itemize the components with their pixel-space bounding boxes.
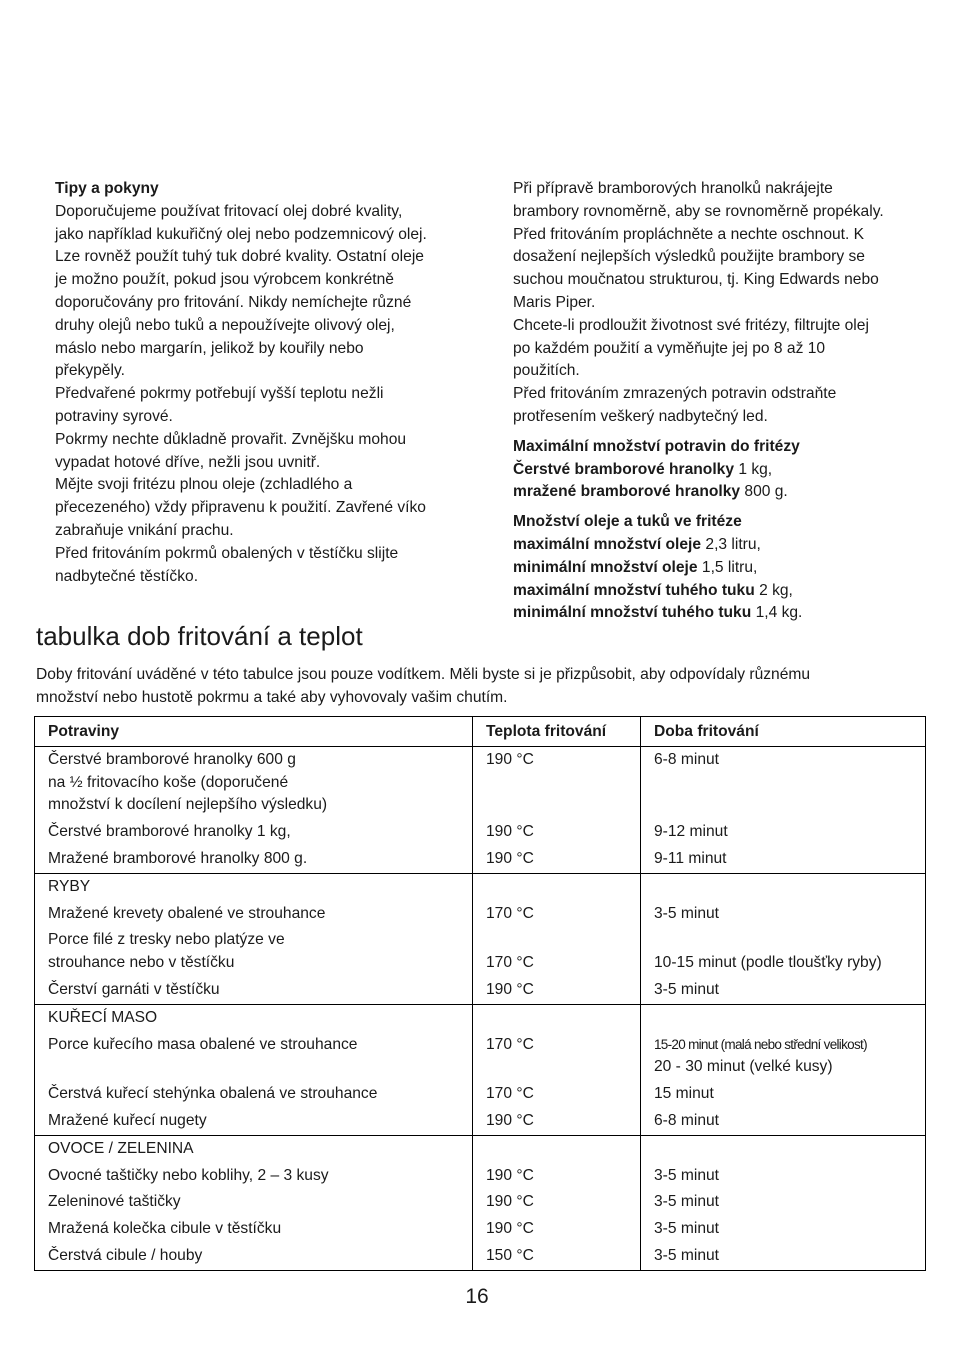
cell-line: 190 °C xyxy=(486,980,534,998)
spec-label: maximální množství tuhého tuku xyxy=(513,581,755,599)
cell-food xyxy=(35,1004,473,1031)
cell-line: RYBY xyxy=(48,877,91,895)
cell-time xyxy=(641,1163,926,1190)
header-temperature: Teplota fritování xyxy=(473,717,641,747)
table-row xyxy=(35,819,926,846)
spec-value: 800 g. xyxy=(740,483,788,501)
cell-line xyxy=(654,929,925,952)
cell-time xyxy=(641,1108,926,1135)
table-row xyxy=(35,901,926,928)
table-row xyxy=(35,977,926,1004)
cell-temperature xyxy=(473,746,641,819)
spec-label: minimální množství tuhého tuku xyxy=(513,604,752,622)
max-food-heading: Maximální množství potravin do fritézy xyxy=(513,437,800,455)
cell-line: 15-20 minut (malá nebo střední velikost) xyxy=(654,1036,867,1052)
frying-times-table xyxy=(34,716,926,1271)
cell-line: 9-12 minut xyxy=(654,823,728,841)
oil-amount-block xyxy=(513,511,933,625)
cell-time xyxy=(641,1004,926,1031)
tips-text-line: Mějte svoji fritézu plnou oleje (zchladlého a xyxy=(55,476,353,494)
cell-time xyxy=(641,1081,926,1108)
spec-value: 1,4 kg. xyxy=(751,604,803,622)
spec-line xyxy=(513,459,933,482)
table-row xyxy=(35,846,926,873)
cell-line: 6-8 minut xyxy=(654,750,720,768)
tips-text-line: Doporučujeme používat fritovací olej dobré kvality, xyxy=(55,202,403,220)
tips-text-line: Pokrmy nechte důkladně provařit. Zvnějšku mohou xyxy=(55,430,407,448)
cell-line: 3-5 minut xyxy=(654,1166,720,1184)
cell-line: 3-5 minut xyxy=(654,1220,720,1238)
table-row xyxy=(35,1004,926,1031)
cell-line: Zeleninové taštičky xyxy=(48,1193,181,1211)
cell-time xyxy=(641,927,926,977)
spec-line xyxy=(513,557,933,580)
cell-line: KUŘECÍ MASO xyxy=(48,1008,158,1026)
spec-value: 2,3 litru, xyxy=(701,535,761,553)
cell-line: Porce filé z tresky nebo platýze ve xyxy=(48,931,285,949)
cell-line: 3-5 minut xyxy=(654,1193,720,1211)
tips-text-line: Předvařené pokrmy potřebují vyšší teplotu nežli xyxy=(55,385,384,403)
cell-line: 190 °C xyxy=(486,1220,534,1238)
tips-text-line: suchou moučnatou strukturou, tj. King Edwards nebo xyxy=(513,271,879,289)
cell-line: 150 °C xyxy=(486,1246,534,1264)
table-row xyxy=(35,873,926,900)
cell-line: Mražené kuřecí nugety xyxy=(48,1111,207,1129)
table-row xyxy=(35,1032,926,1082)
tips-text-line: potraviny syrové. xyxy=(55,407,173,425)
tips-text-line: Chcete-li prodloužit životnost své fritézy, filtrujte olej xyxy=(513,316,869,334)
section-title: tabulka dob fritování a teplot xyxy=(36,621,363,651)
cell-temperature xyxy=(473,873,641,900)
cell-line: 9-11 minut xyxy=(654,849,727,867)
cell-temperature xyxy=(473,1163,641,1190)
tips-right-text xyxy=(513,178,933,429)
cell-temperature xyxy=(473,1081,641,1108)
cell-line: množství k docílení nejlepšího výsledku) xyxy=(48,796,328,814)
cell-line: OVOCE / ZELENINA xyxy=(48,1139,194,1157)
cell-food xyxy=(35,1135,473,1162)
cell-line: Mražená kolečka cibule v těstíčku xyxy=(48,1220,282,1238)
cell-temperature xyxy=(473,1216,641,1243)
table-row xyxy=(35,1216,926,1243)
spec-label: mražené bramborové hranolky xyxy=(513,483,741,501)
cell-line: 190 °C xyxy=(486,1193,534,1211)
cell-temperature xyxy=(473,1135,641,1162)
cell-line xyxy=(486,929,640,952)
cell-line: 3-5 minut xyxy=(654,980,720,998)
table-row xyxy=(35,1189,926,1216)
tips-text-line: po každém použití a vyměňujte jej po 8 až 10 xyxy=(513,339,826,357)
cell-food xyxy=(35,1032,473,1082)
cell-line: 190 °C xyxy=(486,1166,534,1184)
tips-text-line: Před fritováním zmrazených potravin odstraňte xyxy=(513,385,837,403)
cell-line: 3-5 minut xyxy=(654,1246,720,1264)
intro-line: Doby fritování uváděné v této tabulce jsou pouze vodítkem. Měli byste si je přizpůsobit, aby odpovídaly různému xyxy=(36,666,811,683)
cell-line: Čerstvá cibule / houby xyxy=(48,1246,203,1264)
table-row xyxy=(35,746,926,819)
cell-line: Čerstvá kuřecí stehýnka obalená ve strouhance xyxy=(48,1085,378,1103)
cell-food xyxy=(35,977,473,1004)
cell-line: 170 °C xyxy=(486,1085,534,1103)
cell-line: Čerstvé bramborové hranolky 600 g xyxy=(48,750,296,768)
cell-food xyxy=(35,819,473,846)
cell-food xyxy=(35,1216,473,1243)
tips-text-line: vypadat hotové dříve, nežli jsou uvnitř. xyxy=(55,453,321,471)
cell-temperature xyxy=(473,901,641,928)
table-row xyxy=(35,1108,926,1135)
cell-line: 170 °C xyxy=(486,954,534,972)
tips-text-line: Maris Piper. xyxy=(513,293,596,311)
spec-line xyxy=(513,602,933,625)
oil-amount-list xyxy=(513,534,933,625)
tips-text-line: Před fritováním propláchněte a nechte oschnout. K xyxy=(513,225,865,243)
cell-line: Mražené bramborové hranolky 800 g. xyxy=(48,849,308,867)
tips-text-line: překypěly. xyxy=(55,362,125,380)
cell-time xyxy=(641,977,926,1004)
cell-food xyxy=(35,901,473,928)
cell-line: 190 °C xyxy=(486,750,534,768)
cell-line: 15 minut xyxy=(654,1085,714,1103)
tips-right-column xyxy=(513,178,933,625)
spec-line xyxy=(513,481,933,504)
cell-food xyxy=(35,846,473,873)
cell-time xyxy=(641,901,926,928)
spec-label: Čerstvé bramborové hranolky xyxy=(513,460,734,478)
spec-label: minimální množství oleje xyxy=(513,558,698,576)
cell-food xyxy=(35,746,473,819)
page-number: 16 xyxy=(465,1285,489,1308)
cell-line xyxy=(654,1138,925,1161)
cell-time xyxy=(641,819,926,846)
cell-food xyxy=(35,1189,473,1216)
cell-time xyxy=(641,1243,926,1270)
cell-line: Porce kuřecího masa obalené ve strouhance xyxy=(48,1035,358,1053)
tips-text-line: máslo nebo margarín, jelikož by kouřily nebo xyxy=(55,339,364,357)
cell-food xyxy=(35,927,473,977)
tips-text-line: použitích. xyxy=(513,362,580,380)
cell-food xyxy=(35,1243,473,1270)
tips-left-column xyxy=(55,178,475,588)
cell-time xyxy=(641,1135,926,1162)
tips-text-line: doporučovány pro fritování. Nikdy nemíchejte různé xyxy=(55,293,412,311)
cell-temperature xyxy=(473,846,641,873)
cell-time xyxy=(641,1189,926,1216)
tips-text-line: zabraňuje vnikání prachu. xyxy=(55,521,234,539)
cell-temperature xyxy=(473,927,641,977)
cell-time xyxy=(641,846,926,873)
cell-line: Čerství garnáti v těstíčku xyxy=(48,980,220,998)
cell-line xyxy=(486,1138,640,1161)
cell-food xyxy=(35,1108,473,1135)
tips-text-line: Před fritováním pokrmů obalených v těstíčku slijte xyxy=(55,544,399,562)
cell-line xyxy=(486,876,640,899)
cell-line xyxy=(48,1056,472,1079)
cell-line: na ½ fritovacího koše (doporučené xyxy=(48,773,289,791)
cell-line: 190 °C xyxy=(486,849,534,867)
tips-left-text xyxy=(55,201,475,589)
cell-line: 10-15 minut (podle tloušťky ryby) xyxy=(654,954,882,972)
cell-line: 190 °C xyxy=(486,1111,534,1129)
intro-line: množství nebo hustotě pokrmu a také aby vyhovovaly vašim chutím. xyxy=(36,688,508,706)
cell-temperature xyxy=(473,819,641,846)
tips-text-line: druhy olejů nebo tuků a nepoužívejte olivový olej, xyxy=(55,316,395,334)
tips-text-line: jako například kukuřičný olej nebo podzemnicový olej. xyxy=(55,225,427,243)
tips-text-line: nadbytečné těstíčko. xyxy=(55,567,199,585)
table-row xyxy=(35,1081,926,1108)
cell-temperature xyxy=(473,1243,641,1270)
tips-text-line: brambory rovnoměrně, aby se rovnoměrně propékaly. xyxy=(513,202,884,220)
cell-food xyxy=(35,873,473,900)
tips-heading: Tipy a pokyny xyxy=(55,180,159,197)
cell-line: 3-5 minut xyxy=(654,904,720,922)
cell-temperature xyxy=(473,1032,641,1082)
cell-line: strouhance nebo v těstíčku xyxy=(48,954,235,972)
tips-text-line: přecezeného) vždy připravenu k použití. Zavřené víko xyxy=(55,499,426,517)
cell-line xyxy=(654,1007,925,1030)
table-row xyxy=(35,927,926,977)
cell-time xyxy=(641,746,926,819)
spec-value: 1 kg, xyxy=(734,460,773,478)
tips-text-line: je možno použít, pokud jsou výrobcem konkrétně xyxy=(55,271,394,289)
tips-text-line: Lze rovněž použít tuhý tuk dobré kvality. Ostatní oleje xyxy=(55,248,424,266)
spec-label: maximální množství oleje xyxy=(513,535,702,553)
spec-line xyxy=(513,534,933,557)
cell-line: Mražené krevety obalené ve strouhance xyxy=(48,904,326,922)
cell-line xyxy=(486,1007,640,1030)
section-intro xyxy=(36,664,916,710)
tips-text-line: dosažení nejlepších výsledků použijte brambory se xyxy=(513,248,865,266)
oil-amount-heading: Množství oleje a tuků ve fritéze xyxy=(513,513,742,531)
table-header-row xyxy=(35,717,926,747)
cell-line: 20 - 30 minut (velké kusy) xyxy=(654,1058,833,1076)
cell-line xyxy=(486,1056,640,1079)
cell-line: Ovocné taštičky nebo koblihy, 2 – 3 kusy xyxy=(48,1166,329,1184)
cell-line: Čerstvé bramborové hranolky 1 kg, xyxy=(48,823,291,841)
cell-temperature xyxy=(473,1004,641,1031)
table-row xyxy=(35,1135,926,1162)
spec-value: 1,5 litru, xyxy=(697,558,758,576)
table-row xyxy=(35,1243,926,1270)
max-food-list xyxy=(513,459,933,505)
cell-temperature xyxy=(473,1108,641,1135)
cell-food xyxy=(35,1163,473,1190)
max-food-block xyxy=(513,436,933,504)
cell-line: 170 °C xyxy=(486,1035,534,1053)
spec-line xyxy=(513,580,933,603)
cell-line xyxy=(654,876,925,899)
cell-line: 170 °C xyxy=(486,904,534,922)
header-time: Doba fritování xyxy=(641,717,926,747)
tips-text-line: Při přípravě bramborových hranolků nakrájejte xyxy=(513,180,833,197)
spec-value: 2 kg, xyxy=(754,581,793,599)
tips-text-line: protřesením veškerý nadbytečný led. xyxy=(513,407,768,425)
cell-temperature xyxy=(473,1189,641,1216)
cell-time xyxy=(641,1032,926,1082)
cell-temperature xyxy=(473,977,641,1004)
header-food: Potraviny xyxy=(35,717,473,747)
table-row xyxy=(35,1163,926,1190)
cell-time xyxy=(641,873,926,900)
cell-time xyxy=(641,1216,926,1243)
cell-line: 6-8 minut xyxy=(654,1111,720,1129)
cell-line: 190 °C xyxy=(486,823,534,841)
cell-food xyxy=(35,1081,473,1108)
